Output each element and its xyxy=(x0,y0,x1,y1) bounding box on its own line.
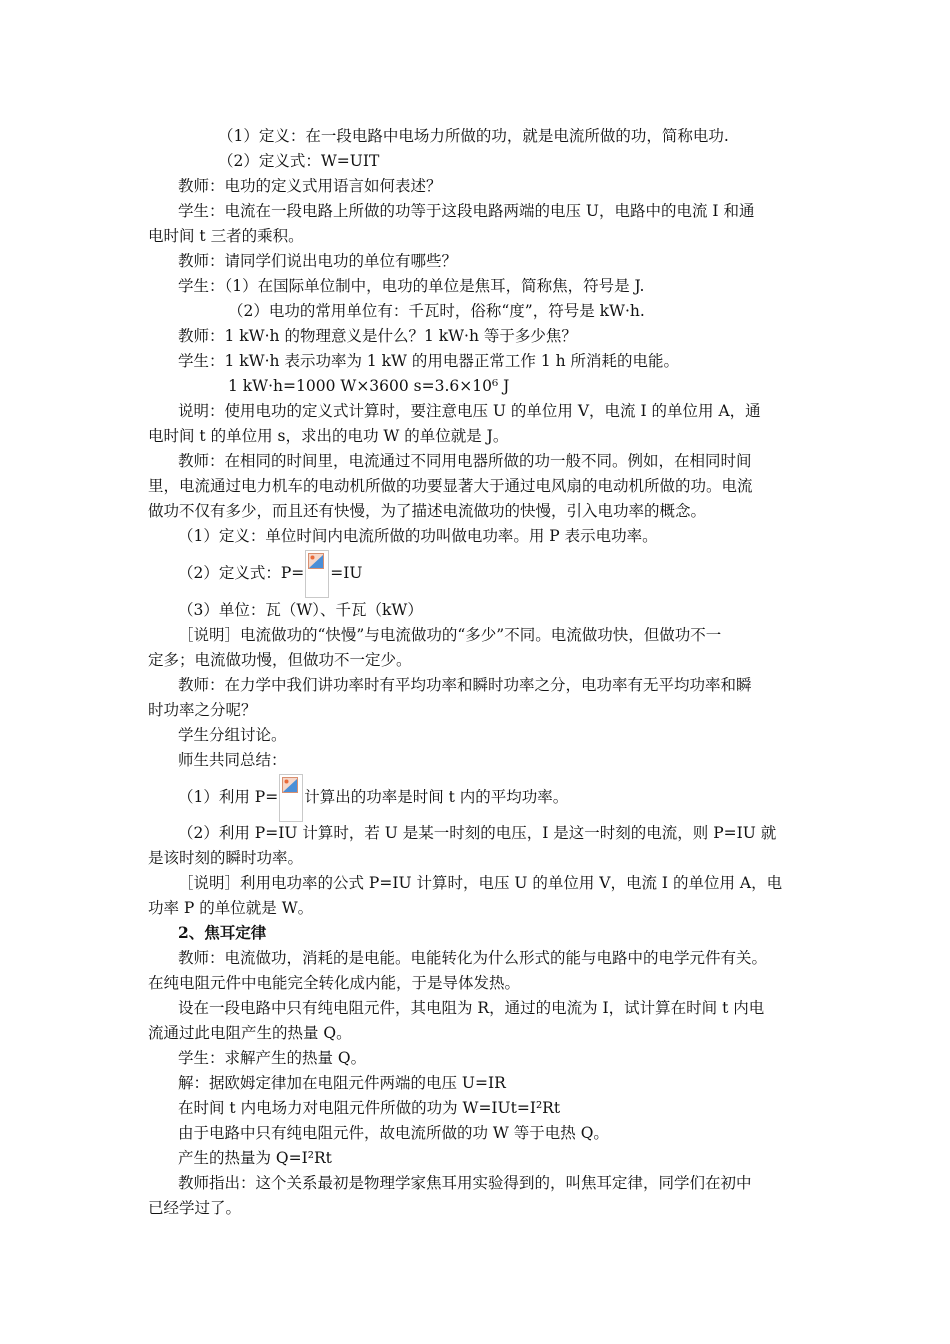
paragraph-line: ［说明］电流做功的“快慢”与电流做功的“多少”不同。电流做功快，但做功不一 xyxy=(178,626,722,644)
formula-prefix: （1）利用 P= xyxy=(178,788,279,806)
paragraph-line: 学生：电流在一段电路上所做的功等于这段电路两端的电压 U，电路中的电流 I 和通 xyxy=(178,202,755,220)
paragraph-line: 电时间 t 的单位用 s，求出的电功 W 的单位就是 J。 xyxy=(148,427,509,445)
formula-line xyxy=(178,550,858,598)
paragraph-line: 教师：电流做功，消耗的是电能。电能转化为什么形式的能与电路中的电学元件有关。 xyxy=(178,949,768,967)
paragraph-line: 教师：在相同的时间里，电流通过不同用电器所做的功一般不同。例如，在相同时间 xyxy=(178,452,752,470)
paragraph-line: 学生：（1）在国际单位制中，电功的单位是焦耳，简称焦，符号是 J. xyxy=(178,277,645,295)
paragraph-line: 教师指出：这个关系最初是物理学家焦耳用实验得到的，叫焦耳定律，同学们在初中 xyxy=(178,1174,752,1192)
paragraph-line: 说明：使用电功的定义式计算时，要注意电压 U 的单位用 V，电流 I 的单位用 A，通 xyxy=(178,402,761,420)
paragraph-line: 教师：在力学中我们讲功率时有平均功率和瞬时功率之分，电功率有无平均功率和瞬 xyxy=(178,676,752,694)
paragraph-line: （2）利用 P=IU 计算时，若 U 是某一时刻的电压，I 是这一时刻的电流，则 P=IU 就 xyxy=(178,824,777,842)
paragraph-line: 学生：1 kW·h 表示功率为 1 kW 的用电器正常工作 1 h 所消耗的电能。 xyxy=(178,352,680,370)
paragraph-line: （3）单位：瓦（W）、千瓦（kW） xyxy=(178,601,423,619)
paragraph-line: （1）定义：在一段电路中电场力所做的功，就是电流所做的功，简称电功. xyxy=(218,127,729,145)
formula-prefix: （2）定义式：P= xyxy=(178,564,305,582)
paragraph-line: 师生共同总结： xyxy=(178,751,287,769)
fraction-image-placeholder xyxy=(305,550,329,598)
formula-line xyxy=(178,774,858,822)
paragraph-line: 时功率之分呢？ xyxy=(148,701,257,719)
image-icon xyxy=(308,553,324,569)
paragraph-line: 1 kW·h=1000 W×3600 s=3.6×10⁶ J xyxy=(228,377,510,395)
paragraph-line: 教师：请同学们说出电功的单位有哪些？ xyxy=(178,252,458,270)
paragraph-line: 定多；电流做功慢，但做功不一定少。 xyxy=(148,651,412,669)
paragraph-line: 在纯电阻元件中电能完全转化成内能，于是导体发热。 xyxy=(148,974,521,992)
paragraph-line: 教师：1 kW·h 的物理意义是什么？1 kW·h 等于多少焦？ xyxy=(178,327,577,345)
paragraph-line: 产生的热量为 Q=I²Rt xyxy=(178,1149,332,1167)
paragraph-line: （1）定义：单位时间内电流所做的功叫做电功率。用 P 表示电功率。 xyxy=(178,527,658,545)
paragraph-line: 做功不仅有多少，而且还有快慢，为了描述电流做功的快慢，引入电功率的概念。 xyxy=(148,502,707,520)
paragraph-line: 是该时刻的瞬时功率。 xyxy=(148,849,304,867)
paragraph-line: 里，电流通过电力机车的电动机所做的功要显著大于通过电风扇的电动机所做的功。电流 xyxy=(148,477,753,495)
paragraph-line: 在时间 t 内电场力对电阻元件所做的功为 W=IUt=I²Rt xyxy=(178,1099,561,1117)
paragraph-line: 由于电路中只有纯电阻元件，故电流所做的功 W 等于电热 Q。 xyxy=(178,1124,609,1142)
formula-suffix: 计算出的功率是时间 t 内的平均功率。 xyxy=(304,788,569,806)
paragraph-line: 已经学过了。 xyxy=(148,1199,242,1217)
paragraph-line: ［说明］利用电功率的公式 P=IU 计算时，电压 U 的单位用 V，电流 I 的单位用 A，电 xyxy=(178,874,783,892)
paragraph-line: 教师：电功的定义式用语言如何表述？ xyxy=(178,177,442,195)
paragraph-line: 功率 P 的单位就是 W。 xyxy=(148,899,314,917)
paragraph-line: （2）电功的常用单位有：千瓦时，俗称“度”，符号是 kW·h. xyxy=(228,302,645,320)
fraction-image-placeholder xyxy=(279,774,303,822)
paragraph-line: （2）定义式：W=UIT xyxy=(218,152,380,170)
paragraph-line: 解：据欧姆定律加在电阻元件两端的电压 U=IR xyxy=(178,1074,506,1092)
section-heading: 2、焦耳定律 xyxy=(178,923,267,942)
paragraph-line: 流通过此电阻产生的热量 Q。 xyxy=(148,1024,352,1042)
image-icon xyxy=(282,777,298,793)
paragraph-line: 设在一段电路中只有纯电阻元件，其电阻为 R，通过的电流为 I，试计算在时间 t 内电 xyxy=(178,999,765,1017)
paragraph-line: 电时间 t 三者的乘积。 xyxy=(148,227,304,245)
formula-suffix: =IU xyxy=(330,564,363,582)
paragraph-line: 学生分组讨论。 xyxy=(178,726,287,744)
paragraph-line: 学生：求解产生的热量 Q。 xyxy=(178,1049,367,1067)
